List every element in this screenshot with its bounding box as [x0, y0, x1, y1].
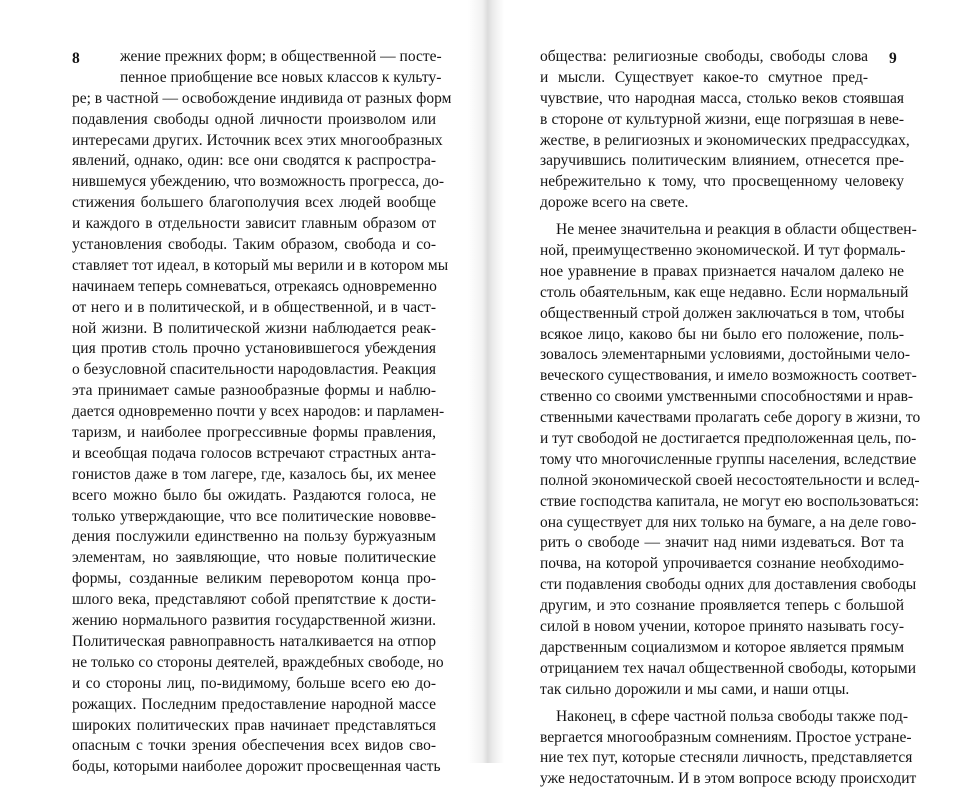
- text-line: Не менее значительна и реакция в области обществен-: [556, 221, 917, 239]
- text-line: дороже всего на свете.: [540, 194, 689, 212]
- text-line: дается одновременно почти у всех народов: и парламен-: [72, 403, 445, 421]
- text-line: ре; в частной — освобождение индивида от разных форм: [72, 89, 452, 107]
- text-line: столь обаятельным, как еще недавно. Если нормальный: [540, 283, 909, 301]
- text-line: от него и в политической, и в общественной, и в част-: [72, 298, 436, 316]
- text-line: ное уравнение в правах признается началом далеко не: [540, 262, 904, 280]
- text-line: ной жизни. В политической жизни наблюдается реак-: [72, 319, 436, 337]
- text-line: элементам, но заявляющие, что новые политические: [72, 549, 436, 567]
- text-line: и всеобщая подача голосов встречают страстных анта-: [72, 444, 436, 462]
- text-line: о безусловной спасительности народовластия. Реакция: [72, 361, 436, 379]
- left-page-number: 8: [72, 50, 80, 67]
- text-line: эта принимает самые разнообразные формы и наблю-: [72, 382, 436, 400]
- text-line: установления свободы. Таким образом, свобода и со-: [72, 236, 436, 254]
- text-line: она существует для них только на бумаге, а на деле гово-: [540, 513, 917, 531]
- text-line: ние тех пут, которые стесняли личность, представляется: [540, 749, 913, 767]
- text-line: интересами других. Источник всех этих многообразных: [72, 131, 443, 149]
- text-line: жение прежних форм; в общественной — посте-: [120, 48, 442, 65]
- text-line: общества: религиозные свободы, свободы слова: [540, 48, 868, 65]
- text-line: формы, созданные великим переворотом конца про-: [72, 570, 436, 588]
- text-line: боды, которыми наиболее дорожит просвещенная часть: [72, 758, 441, 776]
- text-line: нившемуся убеждению, что возможность прогресса, до-: [72, 173, 444, 191]
- text-line: так сильно дорожили и мы сами, и наши отцы.: [540, 680, 850, 698]
- text-line: подавления свободы одной личности произволом или: [72, 110, 436, 128]
- left-page-text: [72, 47, 452, 778]
- right-page-number: 9: [889, 50, 897, 67]
- text-line: ставляет тот идеал, в который мы верили и в котором мы: [72, 256, 449, 274]
- text-line: опасным с точки зрения обеспечения всех видов сво-: [72, 737, 436, 755]
- text-line: рожащих. Последним предоставление народной массе: [72, 695, 436, 713]
- text-line: уже недостаточным. И в этом вопросе всюду происходит: [540, 770, 917, 788]
- text-line: зовалось элементарными условиями, достойными чело-: [540, 346, 911, 364]
- text-line: широких политических прав начинает представляться: [72, 716, 436, 734]
- text-line: общественный строй должен заключаться в том, чтобы: [540, 304, 905, 322]
- text-line: всего можно было бы ожидать. Раздаются голоса, не: [72, 486, 436, 504]
- book-gutter: [468, 0, 504, 763]
- text-line: ственно со своими умственными способностями и нрав-: [540, 388, 914, 406]
- text-line: гонистов даже в том лагере, где, казалось бы, их менее: [72, 465, 436, 483]
- text-line: и мысли. Существует какое-то смутное пред-: [540, 68, 868, 86]
- text-line: ной, преимущественно экономической. И тут формаль-: [540, 242, 906, 260]
- text-line: ция против столь прочно установившегося убеждения: [72, 340, 436, 358]
- text-line: всякое лицо, каково бы ни было его положение, поль-: [540, 325, 904, 343]
- text-line: явлений, однако, один: все они сводятся к распростра-: [72, 152, 436, 170]
- text-line: в стороне от культурной жизни, еще погрязшая в неве-: [540, 110, 904, 128]
- text-line: Наконец, в сфере частной польза свободы также под-: [556, 707, 909, 725]
- text-line: полной экономической своей несостоятельности и вслед-: [540, 471, 920, 489]
- text-line: не только со стороны деятелей, враждебных свободе, но: [72, 653, 444, 671]
- text-line: дарственным социализмом и которое является прямым: [540, 638, 904, 656]
- text-line: стижения большего благополучия всех людей вообще: [72, 194, 436, 212]
- paragraph: [540, 220, 921, 700]
- text-line: отрицанием тех начал общественной свободы, которыми: [540, 659, 916, 677]
- text-line: силой в новом учении, которое принято называть госу-: [540, 618, 904, 636]
- text-line: тому что многочисленные группы населения, вследствие: [540, 450, 917, 468]
- text-line: жению нормального развития государственной жизни.: [72, 612, 436, 630]
- text-line: дения послужили единственно на пользу буржуазным: [72, 528, 436, 546]
- text-line: заручившись политическим влиянием, отнесется пре-: [540, 152, 904, 170]
- text-line: начинаем теперь сомневаться, отрекаясь одновременно: [72, 277, 437, 295]
- text-line: почва, на которой упрочивается сознание необходимо-: [540, 555, 904, 573]
- text-line: шлого века, представляют собой препятствие к дости-: [72, 591, 436, 609]
- text-line: небрежительно к тому, что просвещенному человеку: [540, 173, 904, 191]
- text-line: пенное приобщение все новых классов к культу-: [120, 68, 442, 86]
- paragraph: [540, 707, 917, 790]
- text-line: и каждого в отдельности зависит главным образом от: [72, 215, 436, 233]
- text-line: ственными качествами пролагать себе дорогу в жизни, то: [540, 409, 921, 427]
- text-line: только утверждающие, что все политические нововве-: [72, 507, 436, 525]
- text-line: вергается многообразным сомнениям. Простое устране-: [540, 728, 912, 746]
- text-line: ствие господства капитала, не могут ею воспользоваться:: [540, 492, 920, 510]
- text-line: веческого существования, и имело возможность соответ-: [540, 367, 917, 385]
- paragraph: [540, 47, 910, 214]
- text-line: другим, и это сознание проявляется теперь с большой: [540, 597, 904, 615]
- text-line: чувствие, что народная масса, столько веков стоявшая: [540, 89, 904, 107]
- text-line: сти подавления свободы одних для доставления свободы: [540, 576, 917, 594]
- text-line: жестве, в религиозных и экономических предрассудках,: [540, 131, 910, 149]
- text-line: и тут свободой не достигается предположенная цель, по-: [540, 430, 917, 448]
- text-line: Политическая равноправность наталкивается на отпор: [72, 632, 436, 650]
- text-line: и со стороны лиц, по-видимому, больше всего ею до-: [72, 674, 436, 692]
- text-line: таризм, и наиболее прогрессивные формы правления,: [72, 424, 436, 442]
- text-line: рить о свободе — значит над ними издеваться. Вот та: [540, 534, 904, 552]
- right-page-text: [540, 47, 921, 790]
